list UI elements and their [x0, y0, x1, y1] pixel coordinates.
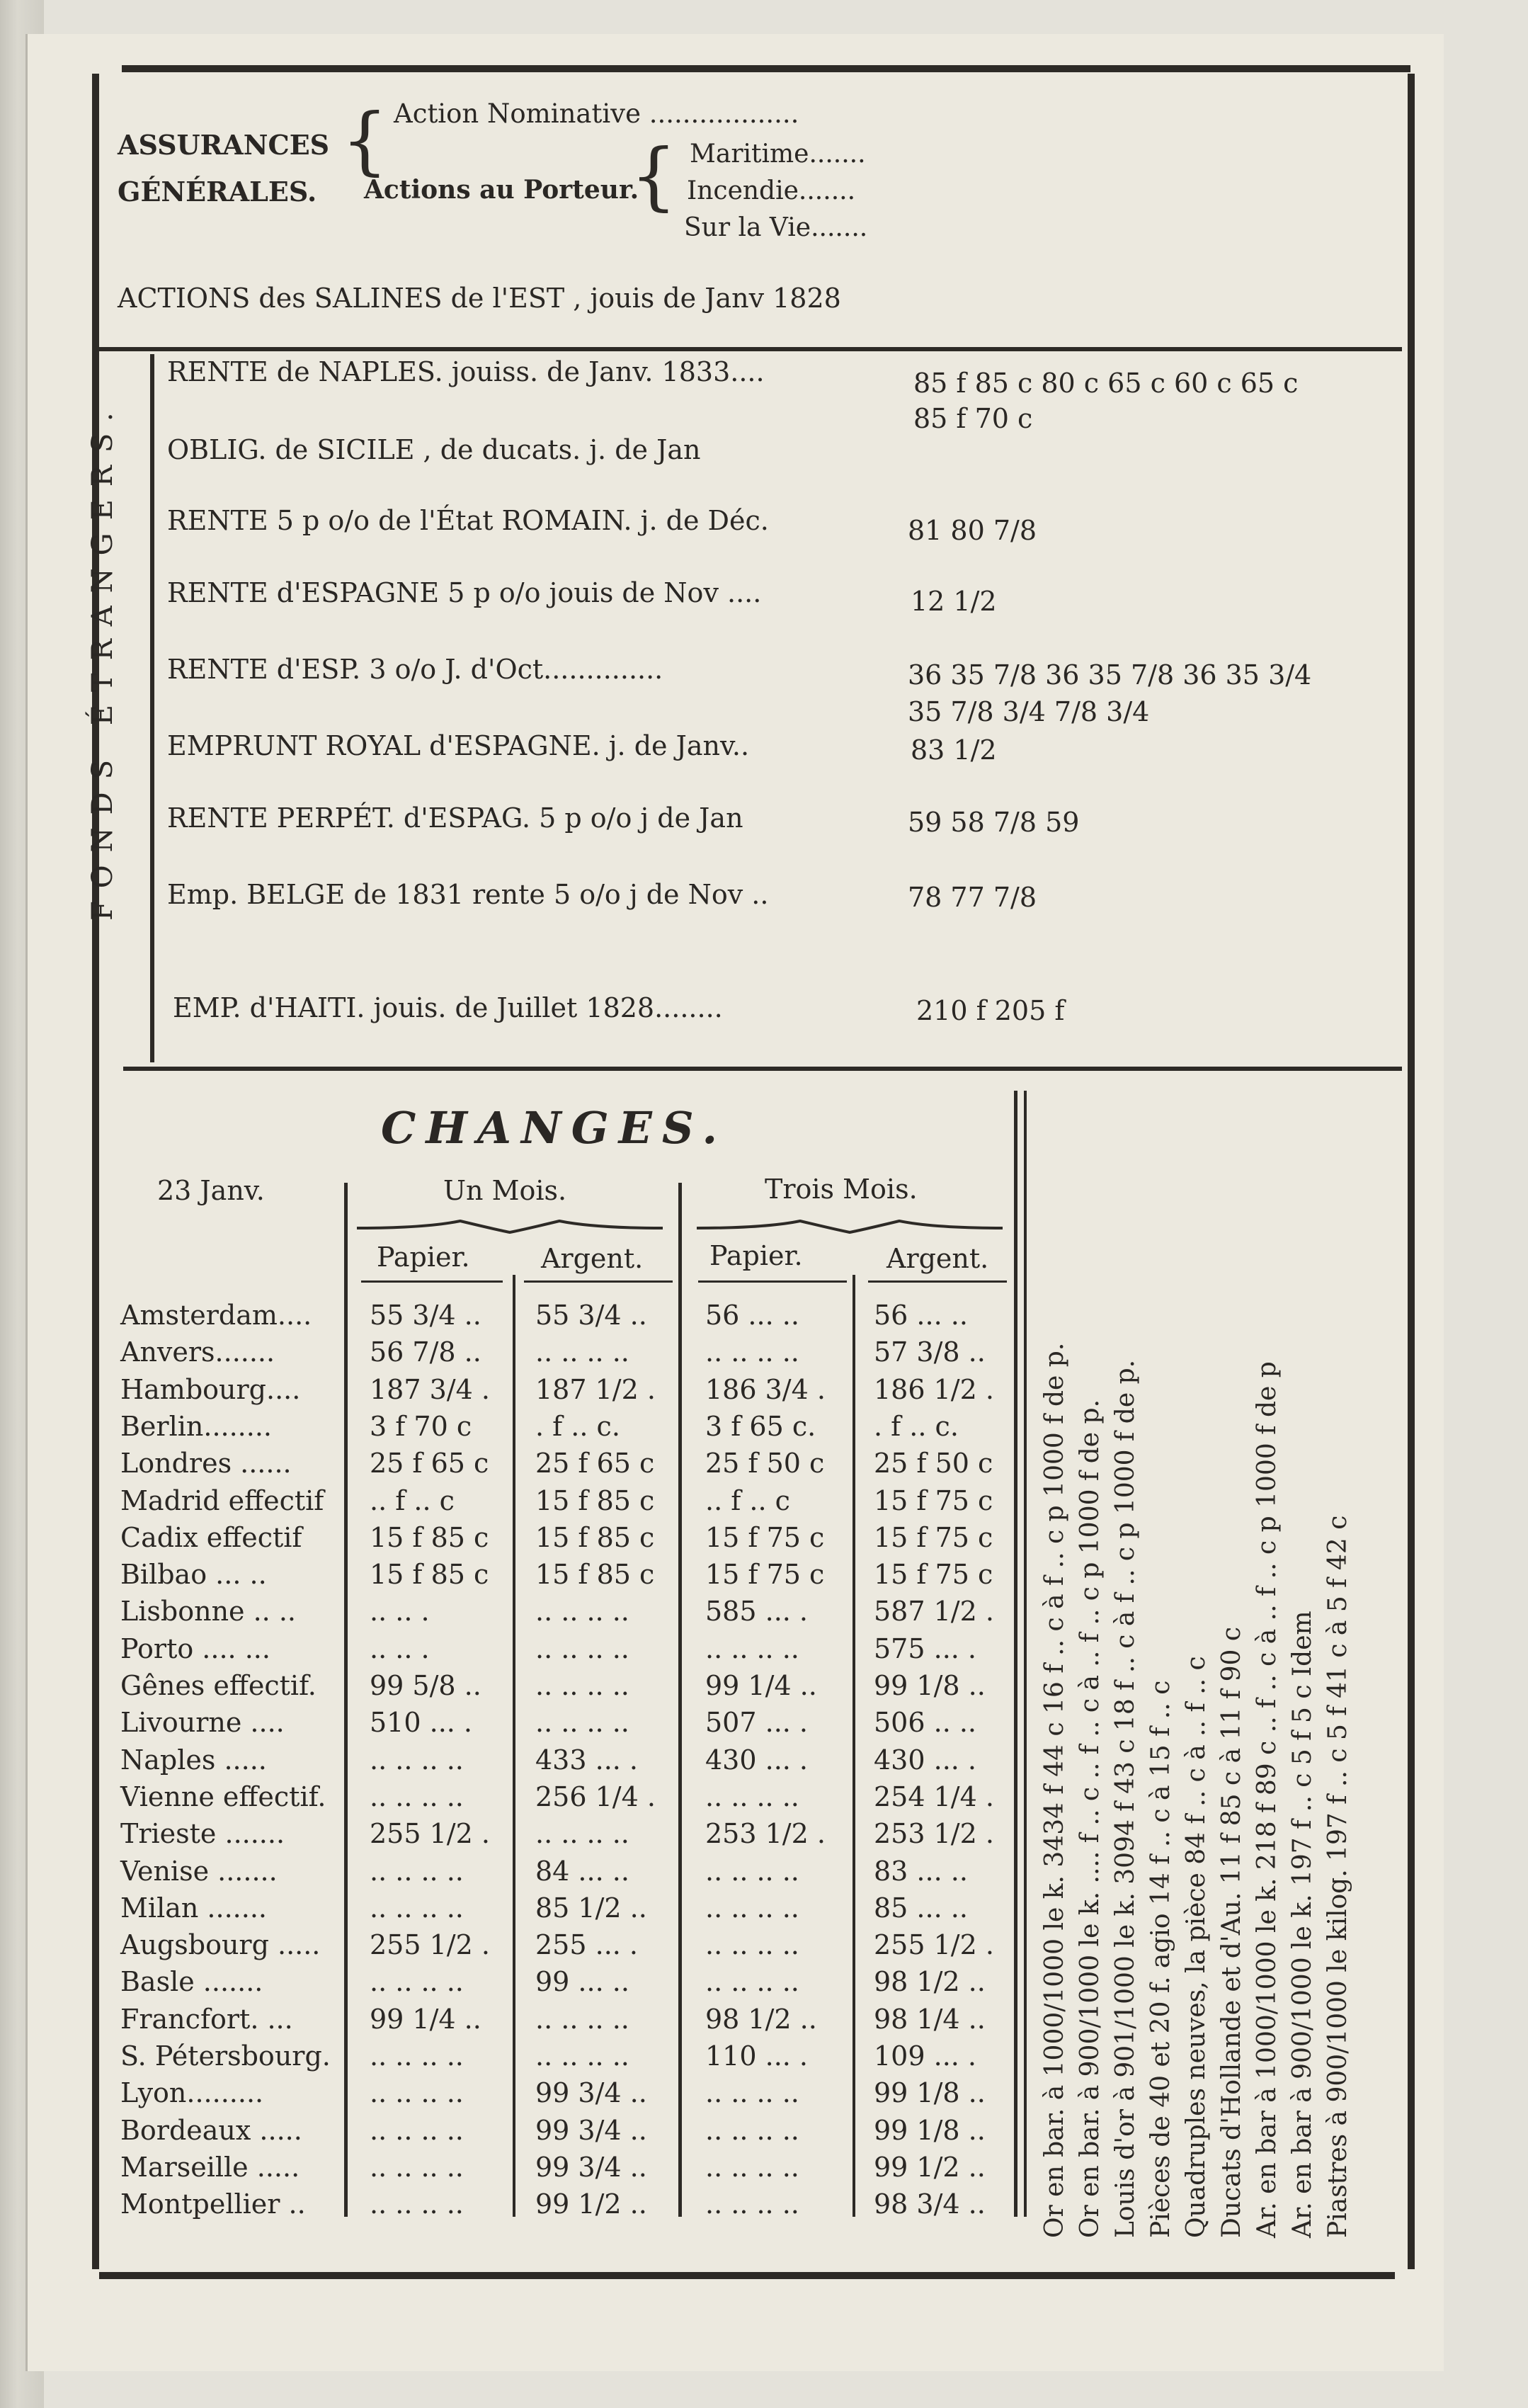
trois-mois-argent: 99 1/8 .. — [874, 2115, 986, 2146]
trois-mois-papier: .. f .. c — [705, 1485, 790, 1516]
un-mois-papier: 99 1/4 .. — [370, 2004, 481, 2035]
fonds-price: 83 1/2 — [911, 734, 997, 766]
divider-changes-top — [123, 1067, 1402, 1071]
trois-mois-argent: 430 ... . — [874, 1744, 977, 1776]
city-name: Trieste ....... — [120, 1818, 285, 1849]
un-mois-argent: 99 3/4 .. — [535, 2152, 647, 2183]
bottom-border — [99, 2272, 1395, 2279]
city-name: Bordeaux ..... — [120, 2115, 302, 2146]
fonds-price: 12 1/2 — [911, 586, 997, 617]
un-mois-papier: .. f .. c — [370, 1485, 455, 1516]
trois-mois-argent: 254 1/4 . — [874, 1781, 994, 1812]
un-mois-papier: 187 3/4 . — [370, 1374, 490, 1405]
metal-quote: Pièces de 40 et 20 f. agio 14 f .. c à 15 f .. c — [1146, 1680, 1175, 2238]
trois-mois-argent: 575 ... . — [874, 1633, 977, 1664]
trois-mois-papier: .. .. .. .. — [705, 1929, 799, 1960]
trois-mois-argent: 506 .. .. — [874, 1707, 977, 1738]
trois-mois-papier: 507 ... . — [705, 1707, 809, 1738]
trois-mois-papier: .. .. .. .. — [705, 1336, 799, 1368]
city-name: S. Pétersbourg. — [120, 2040, 331, 2072]
city-name: Naples ..... — [120, 1744, 267, 1776]
un-mois-argent: 84 ... .. — [535, 1856, 629, 1887]
trois-mois-papier: 110 ... . — [705, 2040, 809, 2072]
col-underline — [524, 1280, 673, 1283]
un-mois-argent: .. .. .. .. — [535, 2004, 629, 2035]
trois-mois-argent: 83 ... .. — [874, 1856, 968, 1887]
un-mois-papier: .. .. .. .. — [370, 2188, 464, 2220]
fonds-price: 85 f 85 c 80 c 65 c 60 c 65 c — [913, 368, 1299, 399]
trois-mois-argent: . f .. c. — [874, 1411, 959, 1442]
col-underline — [868, 1280, 1007, 1283]
un-mois-papier: 255 1/2 . — [370, 1818, 490, 1849]
trois-mois-papier: 3 f 65 c. — [705, 1411, 816, 1442]
trois-mois-argent: 15 f 75 c — [874, 1559, 993, 1590]
trois-mois-papier: .. .. .. .. — [705, 1633, 799, 1664]
trois-mois-papier: 585 ... . — [705, 1596, 809, 1627]
metal-quote: Ducats d'Hollande et d'Au. 11 f 85 c à 11 f 90 c — [1217, 1627, 1246, 2238]
trois-mois-argent: 186 1/2 . — [874, 1374, 994, 1405]
un-mois-argent: 99 3/4 .. — [535, 2115, 647, 2146]
trois-mois-papier: .. .. .. .. — [705, 2077, 799, 2108]
fonds-price-cont: 35 7/8 3/4 7/8 3/4 — [908, 696, 1150, 727]
fonds-name: EMP. d'HAITI. jouis. de Juillet 1828........ — [173, 992, 723, 1023]
un-mois-papier: 255 1/2 . — [370, 1929, 490, 1960]
trois-mois-papier: 15 f 75 c — [705, 1522, 825, 1553]
fonds-price: 36 35 7/8 36 35 7/8 36 35 3/4 — [908, 659, 1312, 691]
un-mois-papier: .. .. .. .. — [370, 2152, 464, 2183]
fonds-name: RENTE d'ESP. 3 o/o J. d'Oct.............. — [167, 654, 663, 685]
salines-row: ACTIONS des SALINES de l'EST , jouis de Janv 1828 — [118, 283, 841, 314]
trois-mois-papier: 15 f 75 c — [705, 1559, 825, 1590]
metal-quote: Or en bar. à 1000/1000 le k. 3434 f 44 c 16 f .. c à f .. c p 1000 f de p. — [1040, 1342, 1069, 2238]
un-mois-papier: .. .. . — [370, 1596, 430, 1627]
trois-mois-argent: 109 ... . — [874, 2040, 977, 2072]
maritime-label: Maritime....... — [690, 140, 866, 169]
col-underline — [361, 1280, 503, 1283]
fonds-etrangers-label: FONDS ÉTRANGERS. — [86, 399, 119, 921]
un-mois-argent: .. .. .. .. — [535, 2040, 629, 2072]
fonds-price-cont: 85 f 70 c — [913, 403, 1033, 434]
un-mois-argent: .. .. .. .. — [535, 1633, 629, 1664]
trois-mois-header: Trois Mois. — [765, 1174, 918, 1205]
metal-quote: Quadruples neuves, la pièce 84 f .. c à .. f .. c — [1182, 1656, 1211, 2238]
un-mois-argent: .. .. .. .. — [535, 1670, 629, 1701]
city-name: Francfort. ... — [120, 2004, 293, 2035]
trois-mois-argent: 56 ... .. — [874, 1300, 968, 1331]
un-mois-argent: .. .. .. .. — [535, 1818, 629, 1849]
un-mois-argent: .. .. .. .. — [535, 1707, 629, 1738]
trois-mois-papier: 56 ... .. — [705, 1300, 799, 1331]
trois-mois-papier: 430 ... . — [705, 1744, 809, 1776]
city-name: Porto .... ... — [120, 1633, 270, 1664]
city-name: Livourne .... — [120, 1707, 285, 1738]
trois-mois-argent: 15 f 75 c — [874, 1522, 993, 1553]
un-mois-argent: 187 1/2 . — [535, 1374, 656, 1405]
city-name: Amsterdam.... — [120, 1300, 312, 1331]
un-mois-argent: 15 f 85 c — [535, 1485, 655, 1516]
trois-mois-argent: 25 f 50 c — [874, 1448, 993, 1479]
trois-mois-argent: 99 1/2 .. — [874, 2152, 986, 2183]
col-argent-1: Argent. — [541, 1243, 644, 1274]
trois-mois-argent: 57 3/8 .. — [874, 1336, 986, 1368]
right-border — [1408, 74, 1415, 2269]
un-mois-argent: 15 f 85 c — [535, 1522, 655, 1553]
metal-quote: Louis d'or à 901/1000 le k. 3094 f 43 c 18 f .. c à f .. c p 1000 f de p. — [1111, 1359, 1140, 2238]
assurances-label: ASSURANCES — [118, 129, 330, 161]
city-name: Hambourg.... — [120, 1374, 301, 1405]
col-rule-3 — [678, 1183, 682, 2217]
city-name: Cadix effectif — [120, 1522, 302, 1553]
un-mois-argent: 99 1/2 .. — [535, 2188, 647, 2220]
un-mois-argent: 85 1/2 .. — [535, 1892, 647, 1924]
metal-quote: Ar. en bar à 900/1000 le k. 197 f .. c 5 f 5 c Idem — [1288, 1611, 1317, 2238]
trois-mois-papier: .. .. .. .. — [705, 2152, 799, 2183]
city-name: Bilbao ... .. — [120, 1559, 267, 1590]
city-name: Basle ....... — [120, 1966, 263, 1997]
city-name: Montpellier .. — [120, 2188, 306, 2220]
col-rule-4 — [853, 1275, 855, 2217]
trois-mois-argent: 98 1/2 .. — [874, 1966, 986, 1997]
left-brace: { — [341, 97, 389, 183]
city-name: Venise ....... — [120, 1856, 278, 1887]
un-mois-header: Un Mois. — [443, 1175, 567, 1206]
col-rule-6 — [1024, 1091, 1027, 2217]
un-mois-papier: .. .. .. .. — [370, 1966, 464, 1997]
trois-mois-argent: 99 1/8 .. — [874, 2077, 986, 2108]
col-underline — [698, 1280, 847, 1283]
changes-title: CHANGES. — [381, 1102, 728, 1154]
fonds-name: RENTE d'ESPAGNE 5 p o/o jouis de Nov .... — [167, 577, 762, 608]
fonds-name: EMPRUNT ROYAL d'ESPAGNE. j. de Janv.. — [167, 730, 750, 761]
city-name: Gênes effectif. — [120, 1670, 317, 1701]
city-name: Milan ....... — [120, 1892, 267, 1924]
un-mois-papier: .. .. .. .. — [370, 1744, 464, 1776]
trois-mois-argent: 253 1/2 . — [874, 1818, 994, 1849]
un-mois-papier: .. .. .. .. — [370, 1781, 464, 1812]
trois-mois-papier: .. .. .. .. — [705, 1856, 799, 1887]
divider-fonds-top — [99, 347, 1402, 351]
un-mois-flourish — [354, 1211, 666, 1239]
un-mois-argent: . f .. c. — [535, 1411, 620, 1442]
generales-label: GÉNÉRALES. — [118, 176, 317, 208]
sur-la-vie-label: Sur la Vie....... — [684, 213, 868, 242]
city-name: Augsbourg ..... — [120, 1929, 321, 1960]
un-mois-argent: .. .. .. .. — [535, 1336, 629, 1368]
trois-mois-papier: 186 3/4 . — [705, 1374, 826, 1405]
fonds-vertical-rule — [150, 354, 154, 1062]
fonds-name: RENTE PERPÉT. d'ESPAG. 5 p o/o j de Jan — [167, 802, 743, 834]
un-mois-argent: 15 f 85 c — [535, 1559, 655, 1590]
un-mois-papier: .. .. .. .. — [370, 1856, 464, 1887]
col-papier-2: Papier. — [709, 1240, 803, 1271]
city-name: Lyon......... — [120, 2077, 264, 2108]
top-border — [122, 65, 1410, 72]
un-mois-papier: 99 5/8 .. — [370, 1670, 481, 1701]
changes-date: 23 Janv. — [157, 1175, 265, 1206]
col-argent-2: Argent. — [886, 1243, 989, 1274]
col-papier-1: Papier. — [377, 1242, 470, 1273]
trois-mois-argent: 98 3/4 .. — [874, 2188, 986, 2220]
un-mois-papier: .. .. .. .. — [370, 2115, 464, 2146]
trois-mois-papier: 98 1/2 .. — [705, 2004, 817, 2035]
trois-mois-papier: .. .. .. .. — [705, 1781, 799, 1812]
city-name: Londres ...... — [120, 1448, 292, 1479]
trois-mois-argent: 15 f 75 c — [874, 1485, 993, 1516]
fonds-name: RENTE 5 p o/o de l'État ROMAIN. j. de Déc. — [167, 505, 769, 536]
un-mois-papier: 15 f 85 c — [370, 1522, 489, 1553]
trois-mois-argent: 99 1/8 .. — [874, 1670, 986, 1701]
fonds-price: 78 77 7/8 — [908, 882, 1037, 913]
un-mois-papier: 3 f 70 c — [370, 1411, 472, 1442]
trois-mois-papier: 99 1/4 .. — [705, 1670, 817, 1701]
un-mois-papier: .. .. .. .. — [370, 1892, 464, 1924]
incendie-label: Incendie....... — [687, 176, 856, 205]
un-mois-argent: .. .. .. .. — [535, 1596, 629, 1627]
trois-mois-argent: 255 1/2 . — [874, 1929, 994, 1960]
trois-mois-papier: 25 f 50 c — [705, 1448, 825, 1479]
metal-quote: Ar. en bar à 1000/1000 le k. 218 f 89 c .. f .. c à .. f .. c p 1000 f de p — [1253, 1361, 1282, 2238]
un-mois-papier: 25 f 65 c — [370, 1448, 489, 1479]
fonds-price: 81 80 7/8 — [908, 515, 1037, 546]
un-mois-argent: 433 ... . — [535, 1744, 639, 1776]
fonds-name: OBLIG. de SICILE , de ducats. j. de Jan — [167, 434, 701, 465]
city-name: Madrid effectif — [120, 1485, 324, 1516]
trois-mois-papier: .. .. .. .. — [705, 1892, 799, 1924]
un-mois-argent: 256 1/4 . — [535, 1781, 656, 1812]
trois-mois-papier: .. .. .. .. — [705, 1966, 799, 1997]
city-name: Lisbonne .. .. — [120, 1596, 297, 1627]
un-mois-papier: .. .. .. .. — [370, 2077, 464, 2108]
metal-quote: Piastres à 900/1000 le kilog. 197 f .. c 5 f 41 c à 5 f 42 c — [1323, 1515, 1352, 2238]
trois-mois-argent: 98 1/4 .. — [874, 2004, 986, 2035]
un-mois-papier: 510 ... . — [370, 1707, 473, 1738]
un-mois-argent: 55 3/4 .. — [535, 1300, 647, 1331]
un-mois-argent: 99 3/4 .. — [535, 2077, 647, 2108]
un-mois-papier: 15 f 85 c — [370, 1559, 489, 1590]
un-mois-papier: 56 7/8 .. — [370, 1336, 481, 1368]
col-rule-1 — [344, 1183, 348, 2217]
trois-mois-papier: 253 1/2 . — [705, 1818, 826, 1849]
un-mois-papier: .. .. . — [370, 1633, 430, 1664]
fonds-name: RENTE de NAPLES. jouiss. de Janv. 1833.... — [167, 356, 765, 387]
un-mois-argent: 25 f 65 c — [535, 1448, 655, 1479]
trois-mois-flourish — [694, 1211, 1005, 1239]
city-name: Vienne effectif. — [120, 1781, 326, 1812]
trois-mois-papier: .. .. .. .. — [705, 2188, 799, 2220]
trois-mois-argent: 85 ... .. — [874, 1892, 968, 1924]
col-rule-5 — [1014, 1091, 1017, 2217]
col-rule-2 — [513, 1275, 515, 2217]
un-mois-argent: 255 ... . — [535, 1929, 639, 1960]
trois-mois-papier: .. .. .. .. — [705, 2115, 799, 2146]
un-mois-papier: 55 3/4 .. — [370, 1300, 481, 1331]
action-nominative: Action Nominative .................. — [394, 98, 799, 129]
metal-quote: Or en bar. à 900/1000 le k. .... f .. c .. f .. c à .. f .. c p 1000 f de p. — [1076, 1399, 1105, 2238]
city-name: Anvers....... — [120, 1336, 275, 1368]
fonds-price: 210 f 205 f — [916, 995, 1065, 1026]
trois-mois-argent: 587 1/2 . — [874, 1596, 994, 1627]
un-mois-argent: 99 ... .. — [535, 1966, 629, 1997]
city-name: Marseille ..... — [120, 2152, 300, 2183]
actions-porteur: Actions au Porteur. — [364, 175, 639, 205]
fonds-price: 59 58 7/8 59 — [908, 807, 1080, 838]
right-brace: { — [630, 132, 678, 219]
fonds-name: Emp. BELGE de 1831 rente 5 o/o j de Nov .. — [167, 879, 769, 910]
city-name: Berlin........ — [120, 1411, 272, 1442]
un-mois-papier: .. .. .. .. — [370, 2040, 464, 2072]
